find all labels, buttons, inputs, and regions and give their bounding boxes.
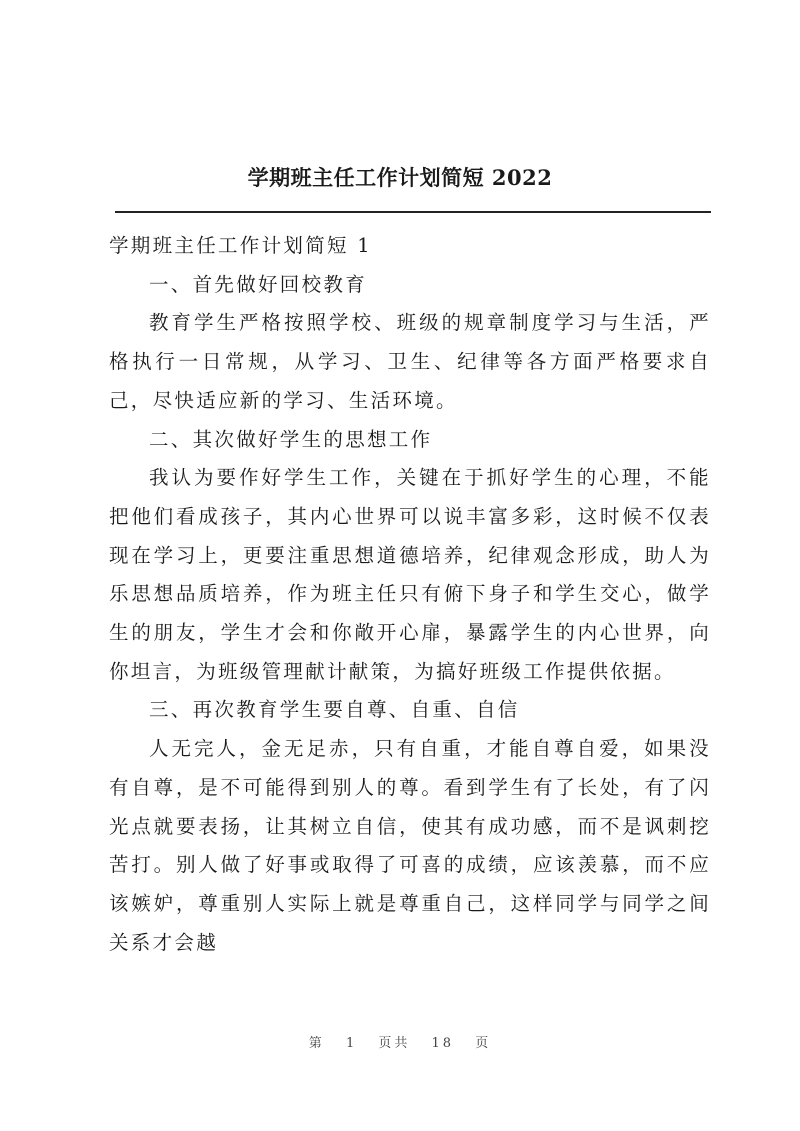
footer-prefix: 第: [308, 1036, 325, 1051]
document-body: [109, 227, 711, 962]
section-heading-1: 一、首先做好回校教育: [149, 272, 368, 296]
footer-page-total: 18: [431, 1036, 455, 1051]
footer-middle: 页共: [378, 1036, 411, 1051]
body-paragraph-3: 人无完人，金无足赤，只有自重，才能自尊自爱，如果没有自尊，是不可能得到别人的尊。看到学生有了长处，有了闪光点就要表扬，让其树立自信，使其有成功感，而不是讽刺挖苦打。别人做了好事或取得了可喜的成绩，应该羡慕，而不应该嫉妒，尊重别人实际上就是尊重自己，这样同学与同学之间关系才会越: [109, 737, 711, 954]
title-divider: [115, 211, 711, 213]
section-heading-3: 三、再次教育学生要自尊、自重、自信: [149, 698, 520, 722]
document-title: 学期班主任工作计划简短 2022: [247, 165, 553, 190]
section-heading-2: 二、其次做好学生的思想工作: [149, 427, 433, 451]
page-footer: [0, 1032, 800, 1051]
footer-suffix: 页: [475, 1036, 492, 1051]
footer-page-number: 1: [345, 1036, 358, 1051]
body-paragraph-2: 我认为要作好学生工作，关键在于抓好学生的心理，不能把他们看成孩子，其内心世界可以说丰富多彩，这时候不仅表现在学习上，更要注重思想道德培养，纪律观念形成，助人为乐思想品质培养，作为班主任只有俯下身子和学生交心，做学生的朋友，学生才会和你敞开心扉，暴露学生的内心世界，向你坦言，为班级管理献计献策，为搞好班级工作提供依据。: [109, 466, 711, 683]
section-heading-main: 学期班主任工作计划简短 1: [109, 234, 373, 257]
body-paragraph-1: 教育学生严格按照学校、班级的规章制度学习与生活，严格执行一日常规，从学习、卫生、纪律等各方面严格要求自己，尽快适应新的学习、生活环境。: [109, 311, 711, 412]
